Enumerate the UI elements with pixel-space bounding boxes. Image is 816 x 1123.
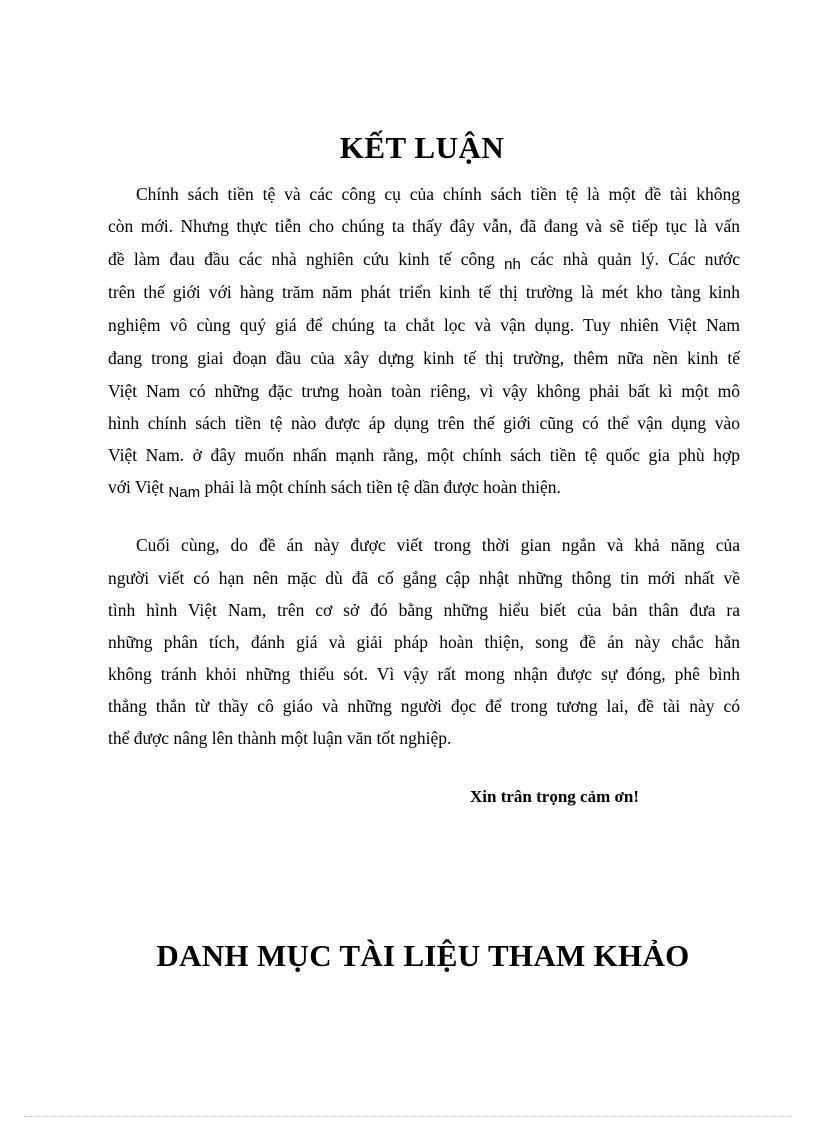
paragraph-line: những phân tích, đánh giá và giải pháp hoàn thiện, song đề án này chắc hẳn — [108, 632, 740, 652]
paragraph-line: không tránh khỏi những thiếu sót. Vì vậy rất mong nhận được sự đóng, phê bình — [108, 664, 740, 684]
line-text: với Việt — [108, 477, 165, 497]
paragraph-line: thể được nâng lên thành một luận văn tốt nghiệp. — [108, 728, 452, 748]
paragraph-line — [108, 248, 740, 272]
text-fragment: nh — [504, 256, 521, 273]
references-title: DANH MỤC TÀI LIỆU THAM KHẢO — [156, 938, 690, 973]
paragraph-line: Việt Nam. ở đây muốn nhấn mạnh rằng, một chính sách tiền tệ quốc gia phù hợp — [108, 445, 740, 465]
paragraph-line — [108, 476, 740, 500]
text-fragment: Nam — [168, 484, 201, 501]
line-text: đề làm đau đầu các nhà nghiên cứu kinh tế công — [108, 249, 495, 269]
page-bottom-divider — [24, 1116, 792, 1117]
paragraph-line: Cuối cùng, do đề án này được viết trong thời gian ngắn và khả năng của — [136, 535, 740, 555]
paragraph-line: tình hình Việt Nam, trên cơ sở đó bằng những hiểu biết của bản thân đưa ra — [108, 600, 740, 620]
paragraph-line: thẳng thắn từ thầy cô giáo và những người đọc để trong tương lai, đề tài này có — [108, 696, 740, 716]
paragraph-line: Việt Nam có những đặc trưng hoàn toàn riêng, vì vậy không phải bất kì một mô — [108, 381, 740, 401]
paragraph-line: Chính sách tiền tệ và các công cụ của chính sách tiền tệ là một đề tài không — [136, 184, 740, 204]
paragraph-line: hình chính sách tiền tệ nào được áp dụng trên thế giới cũng có thể vận dụng vào — [108, 413, 740, 433]
thanks-signoff: Xin trân trọng cảm ơn! — [470, 787, 640, 806]
paragraph-line: còn mới. Nhưng thực tiễn cho chúng ta thấy đây vẫn, đã đang và sẽ tiếp tục là vấn — [108, 216, 740, 236]
line-text: các nhà quản lý. Các nước — [530, 249, 741, 269]
line-text: phải là một chính sách tiền tệ dần được hoàn thiện. — [204, 477, 561, 497]
conclusion-title: KẾT LUẬN — [339, 130, 505, 165]
paragraph-line: đang trong giai đoạn đầu của xây dựng kinh tế thị trường, thêm nữa nền kinh tế — [108, 348, 740, 368]
paragraph-line: nghiệm vô cùng quý giá để chúng ta chắt lọc và vận dụng. Tuy nhiên Việt Nam — [108, 315, 740, 335]
paragraph-line: trên thế giới với hàng trăm năm phát triển kinh tế thị trường là mét kho tàng kinh — [108, 282, 740, 302]
paragraph-line: người viết có hạn nên mặc dù đã cố gắng cập nhật những thông tin mới nhất về — [108, 568, 740, 588]
